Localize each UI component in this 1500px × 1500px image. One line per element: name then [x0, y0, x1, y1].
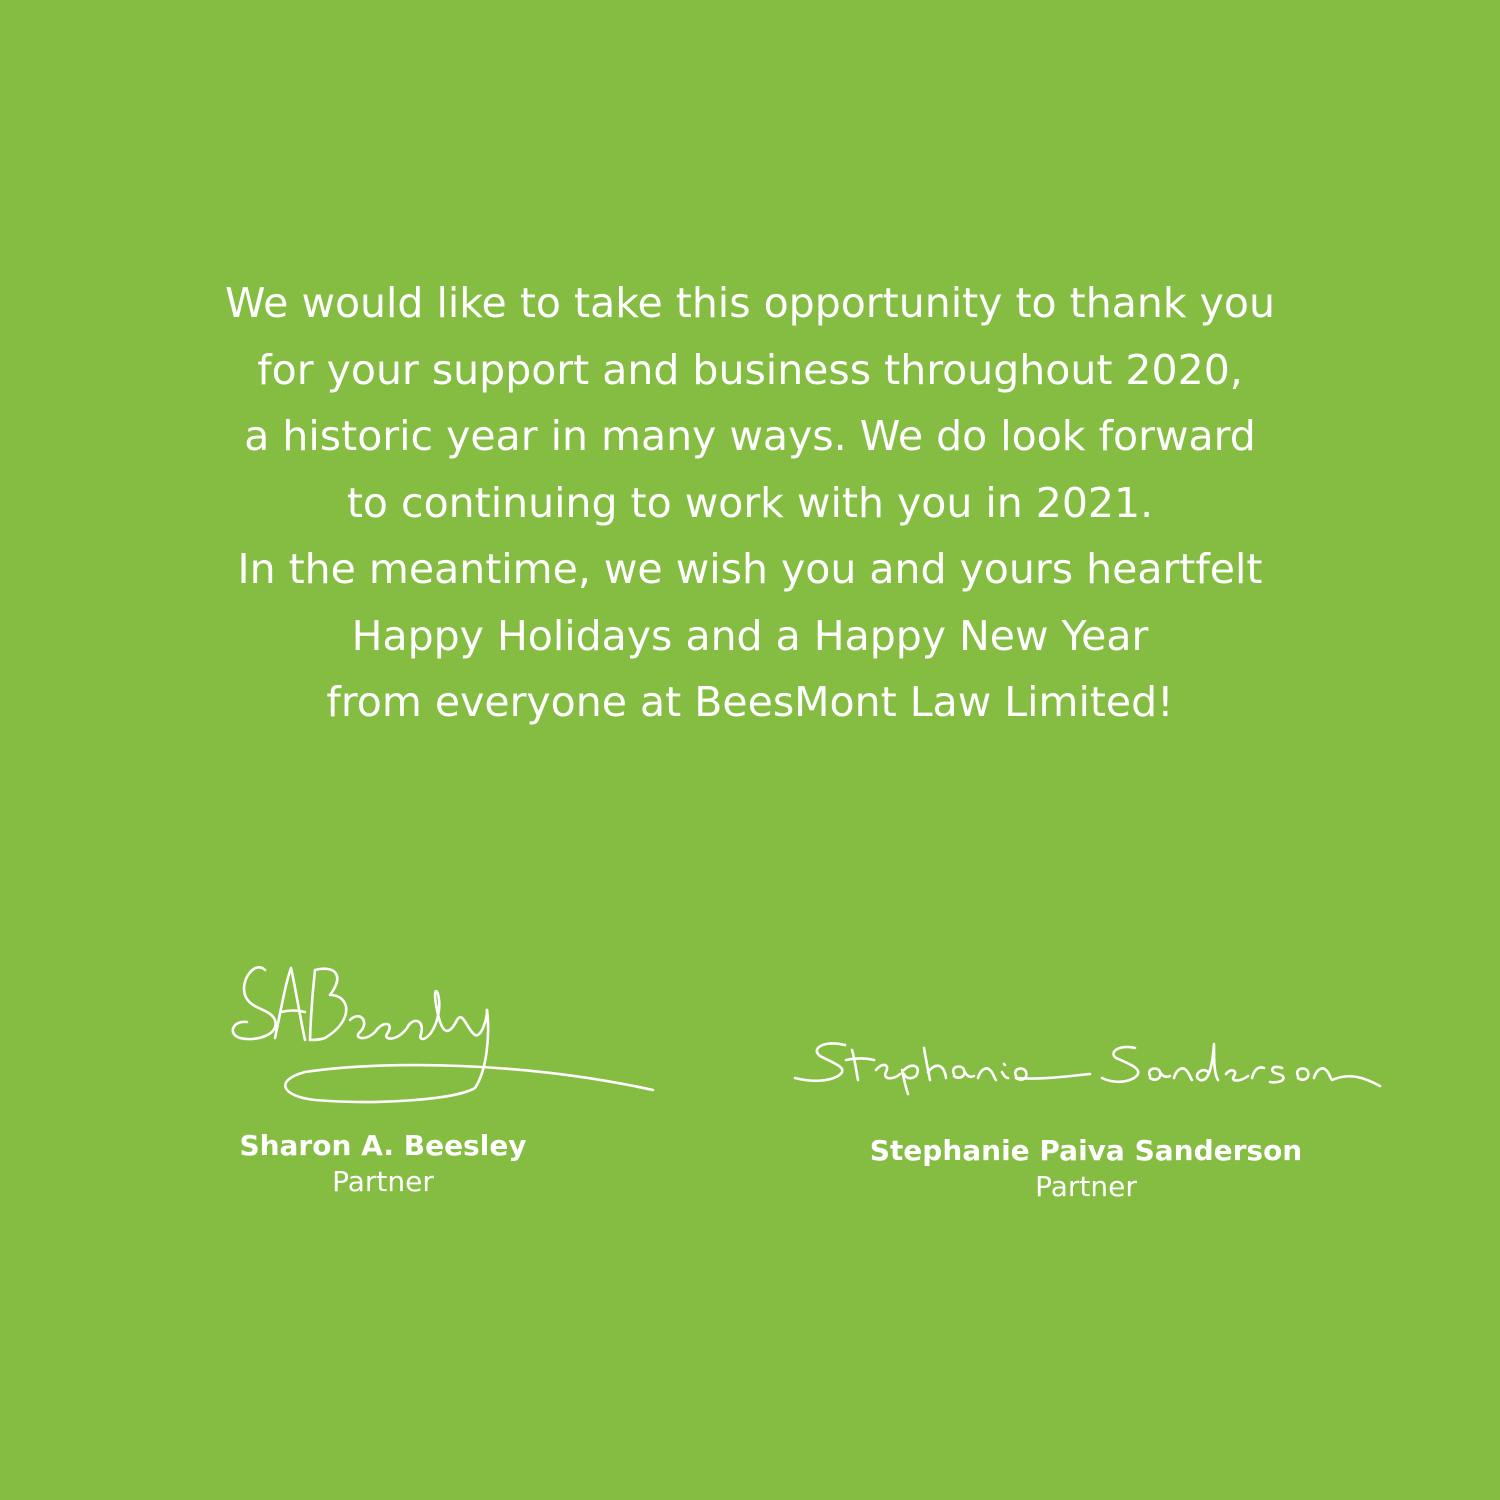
message-line: to continuing to work with you in 2021. — [346, 478, 1154, 527]
signatory-role: Partner — [332, 1165, 434, 1198]
signatory-role: Partner — [1035, 1170, 1137, 1203]
message-line: a historic year in many ways. We do look forward — [244, 412, 1256, 460]
signatory-name: Sharon A. Beesley — [239, 1129, 527, 1162]
signature-sharon-beesley-image — [225, 950, 665, 1110]
greeting-message — [150, 270, 1350, 736]
signatory-stephanie — [786, 1133, 1386, 1205]
signatory-sharon — [83, 1128, 683, 1200]
message-line: from everyone at BeesMont Law Limited! — [326, 678, 1174, 726]
message-line: Happy Holidays and a Happy New Year — [351, 611, 1149, 660]
message-line: In the meantime, we wish you and yours heartfelt — [237, 545, 1263, 593]
message-line: We would like to take this opportunity to thank you — [225, 279, 1275, 327]
signature-stephanie-sanderson-image — [790, 1030, 1390, 1100]
message-line: for your support and business throughout 2020, — [257, 345, 1243, 394]
signatory-name: Stephanie Paiva Sanderson — [869, 1134, 1303, 1167]
